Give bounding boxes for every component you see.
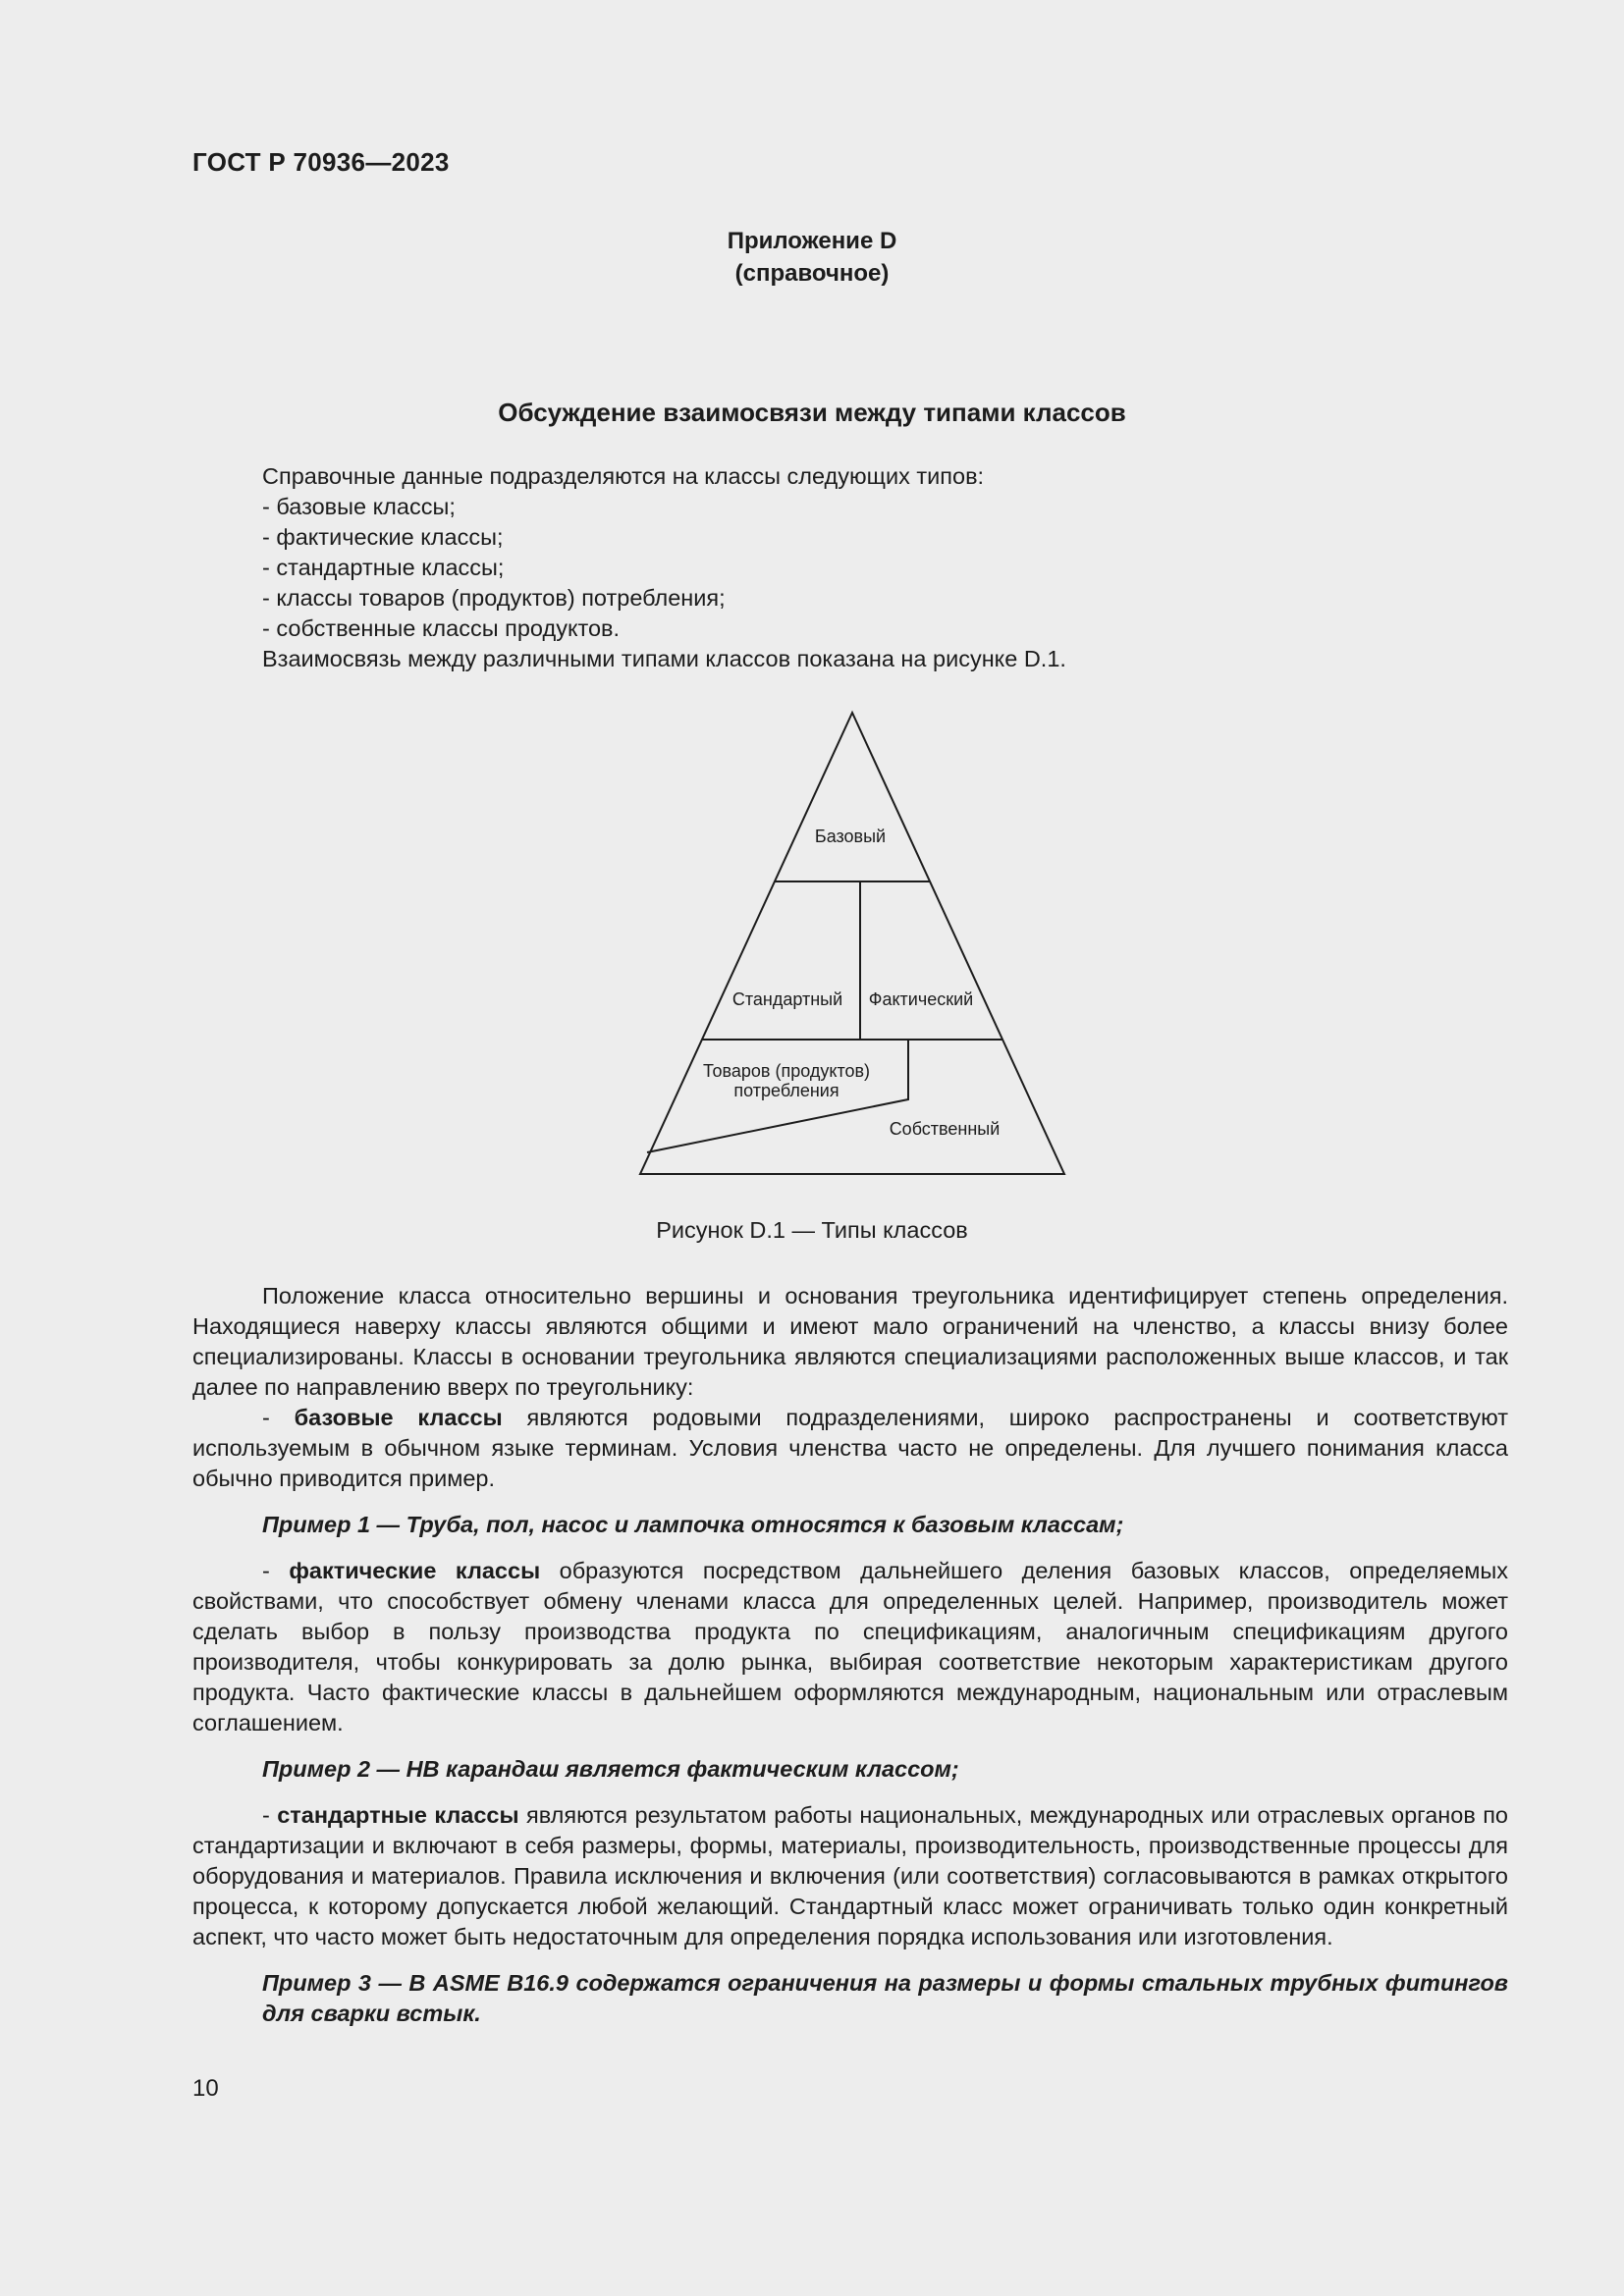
pyramid-outline [640, 713, 1064, 1174]
term-base-classes: базовые классы [294, 1405, 503, 1430]
standard-classes-item [192, 1800, 1508, 1952]
term-factual-classes: фактические классы [289, 1558, 541, 1583]
factual-classes-item [192, 1556, 1508, 1738]
item-dash: - [262, 1802, 278, 1828]
term-standard-classes: стандартные классы [277, 1802, 519, 1828]
item-text: образуются посредством дальнейшего деления базовых классов, определяемых свойствами, что способствует обмену членами класса для определенных целей. Например, производитель может сделать выбор в пользу производства продукта по спецификациям, аналогичным спецификациям другого производителя, чтобы конкурировать за долю рынка, выбирая соответствие некоторым характеристикам другого продукта. Часто фактические классы в дальнейшем оформляются международным, национальным или отраслевым соглашением. [192, 1558, 1508, 1735]
list-item: - классы товаров (продуктов) потребления; [262, 585, 726, 611]
label-factual: Фактический [868, 989, 974, 1009]
label-proprietary: Собственный [889, 1119, 1001, 1139]
list-item: - стандартные классы; [262, 555, 505, 580]
intro-lead: Справочные данные подразделяются на классы следующих типов: [262, 463, 985, 489]
item-text: являются результатом работы национальных, международных или отраслевых органов по стандартизации и включают в себя размеры, формы, материалы, производительность, производственные процессы для оборудования и материалов. Правила исключения и включения (или соответствия) согласовываются в рамках открытого процесса, к которому допускается любой желающий. Стандартный класс может ограничивать только один конкретный аспект, что часто может быть недостаточным для определения порядка использования или изготовления. [192, 1802, 1508, 1949]
example-1: Пример 1 — Труба, пол, насос и лампочка относятся к базовым классам; [262, 1512, 1124, 1537]
base-classes-item [192, 1403, 1508, 1494]
paragraph: Положение класса относительно вершины и основания треугольника идентифицирует степень определения. Находящиеся наверху классы являются общими и имеют мало ограничений на членство, а классы внизу более специализированы. Классы в основании треугольника являются специализациями расположенных выше классов, и так далее по направлению вверх по треугольнику: [192, 1283, 1508, 1400]
list-item: - фактические классы; [262, 524, 504, 550]
section-title: Обсуждение взаимосвязи между типами классов [498, 398, 1126, 427]
figure-reference: Взаимосвязь между различными типами классов показана на рисунке D.1. [262, 646, 1066, 671]
list-item: - базовые классы; [262, 494, 456, 519]
class-types-pyramid-figure [628, 705, 1080, 1182]
annex-title: Приложение D [727, 228, 897, 254]
standard-id: ГОСТ Р 70936—2023 [192, 147, 450, 177]
example-3: Пример 3 — В ASME B16.9 содержатся ограничения на размеры и формы стальных трубных фитингов для сварки встык. [262, 1970, 1508, 2026]
item-dash: - [262, 1405, 295, 1430]
annex-kind: (справочное) [734, 260, 890, 287]
item-text: являются родовыми подразделениями, широко распространены и соответствуют используемым в обычном языке терминам. Условия членства часто не определены. Для лучшего понимания класса обычно приводится пример. [192, 1405, 1508, 1491]
label-standard: Стандартный [731, 989, 843, 1009]
example-2: Пример 2 — HB карандаш является фактическим классом; [262, 1756, 959, 1782]
list-item: - собственные классы продуктов. [262, 615, 621, 641]
figure-caption: Рисунок D.1 — Типы классов [656, 1217, 968, 1243]
pyramid-diagram [628, 705, 1080, 1182]
item-dash: - [262, 1558, 290, 1583]
annex-heading [0, 225, 1624, 290]
label-commodity-line2: потребления [733, 1081, 839, 1100]
label-base: Базовый [814, 827, 887, 846]
intro-block [262, 461, 1499, 674]
body-text [192, 1281, 1508, 2029]
label-commodity-line1: Товаров (продуктов) [702, 1061, 871, 1081]
page-number: 10 [192, 2075, 219, 2102]
